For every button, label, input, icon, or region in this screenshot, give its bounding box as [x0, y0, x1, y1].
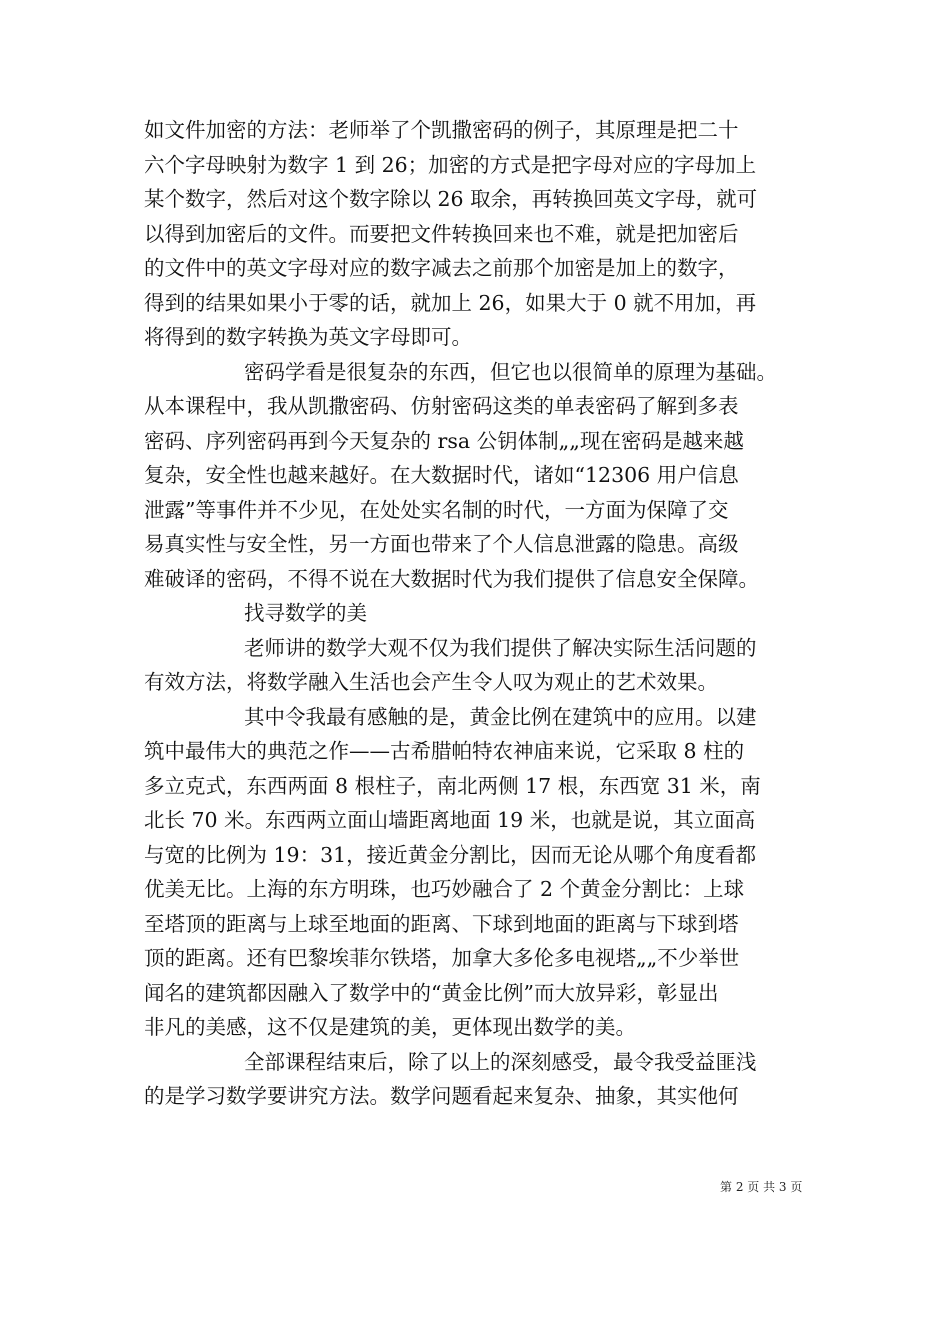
- text-line: 与宽的比例为 19：31，接近黄金分割比，因而无论从哪个角度看都: [144, 842, 757, 867]
- paragraph-first-line: 全部课程结束后，除了以上的深刻感受，最令我受益匪浅: [244, 1049, 757, 1074]
- text-line: 多立克式，东西两面 8 根柱子，南北两侧 17 根，东西宽 31 米，南: [144, 773, 761, 798]
- text-line: 将得到的数字转换为英文字母即可。: [144, 325, 472, 349]
- text-line: 非凡的美感，这不仅是建筑的美，更体现出数学的美。: [144, 1015, 636, 1039]
- text-line: 有效方法，将数学融入生活也会产生令人叹为观止的艺术效果。: [144, 670, 718, 694]
- text-line: 筑中最伟大的典范之作——古希腊帕特农神庙来说，它采取 8 柱的: [144, 739, 745, 763]
- text-line: 的文件中的英文字母对应的数字减去之前那个加密是加上的数字，: [144, 256, 739, 280]
- text-line: 易真实性与安全性，另一方面也带来了个人信息泄露的隐患。高级: [144, 532, 739, 556]
- paragraph-first-line: 其中令我最有感触的是，黄金比例在建筑中的应用。以建: [244, 704, 757, 729]
- text-line: 北长 70 米。东西两立面山墙距离地面 19 米，也就是说，其立面高: [144, 808, 756, 832]
- text-line: 某个数字，然后对这个数字除以 26 取余，再转换回英文字母，就可: [144, 187, 758, 211]
- text-line: 的是学习数学要讲究方法。数学问题看起来复杂、抽象，其实他何: [144, 1084, 739, 1108]
- page-number: 第 2 页 共 3 页: [720, 1180, 803, 1194]
- paragraph-first-line: 找寻数学的美: [244, 601, 367, 625]
- text-line: 如文件加密的方法：老师举了个凯撒密码的例子，其原理是把二十: [144, 118, 739, 142]
- text-line: 密码、序列密码再到今天复杂的 rsa 公钥体制„„现在密码是越来越: [144, 428, 744, 453]
- text-line: 六个字母映射为数字 1 到 26；加密的方式是把字母对应的字母加上: [144, 152, 757, 177]
- text-line: 复杂，安全性也越来越好。在大数据时代，诸如“12306 用户信息: [144, 463, 739, 487]
- paragraph-first-line: 密码学看是很复杂的东西，但它也以很简单的原理为基础。: [244, 359, 777, 384]
- text-line: 从本课程中，我从凯撒密码、仿射密码这类的单表密码了解到多表: [144, 394, 739, 418]
- body-text: [144, 113, 816, 1114]
- text-line: 闻名的建筑都因融入了数学中的“黄金比例”而大放异彩，彰显出: [144, 980, 719, 1005]
- text-line: 优美无比。上海的东方明珠，也巧妙融合了 2 个黄金分割比：上球: [144, 877, 745, 901]
- text-line: 顶的距离。还有巴黎埃菲尔铁塔，加拿大多伦多电视塔„„不少举世: [144, 946, 740, 970]
- text-line: 以得到加密后的文件。而要把文件转换回来也不难，就是把加密后: [144, 221, 739, 246]
- text-line: 至塔顶的距离与上球至地面的距离、下球到地面的距离与下球到塔: [144, 911, 739, 936]
- paragraph-first-line: 老师讲的数学大观不仅为我们提供了解决实际生活问题的: [244, 635, 757, 660]
- text-line: 难破译的密码，不得不说在大数据时代为我们提供了信息安全保障。: [144, 566, 759, 591]
- text-line: 得到的结果如果小于零的话，就加上 26，如果大于 0 就不用加，再: [144, 290, 757, 315]
- text-line: 泄露”等事件并不少见，在处处实名制的时代，一方面为保障了交: [144, 497, 729, 522]
